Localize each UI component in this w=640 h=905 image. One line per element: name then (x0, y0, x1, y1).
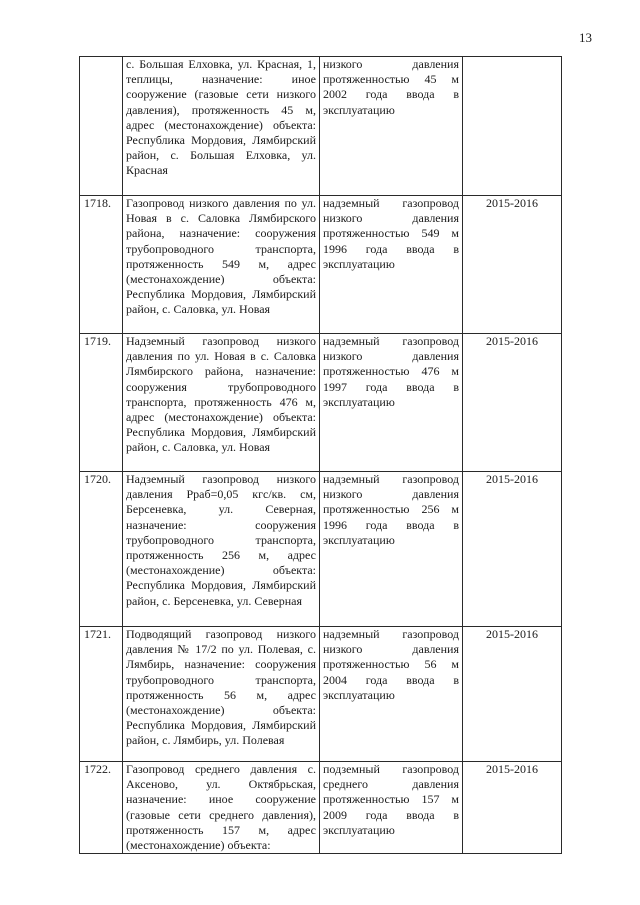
table-row (80, 762, 562, 854)
privatization-period: 2015-2016 (463, 627, 562, 762)
privatization-period: 2015-2016 (463, 334, 562, 472)
table-row (80, 472, 562, 627)
object-characteristics: низкого давления протяженностью 45 м 2002 года ввода в эксплуатацию (320, 57, 463, 196)
row-number: 1720. (80, 472, 123, 627)
object-description: Газопровод низкого давления по ул. Новая в с. Саловка Лямбирского района, назначение: сооружения трубопроводного транспорта, протяженность 549 м, адрес (местонахождение) объекта: Республика Мордовия, Лямбирский район, с. Саловка, ул. Новая (123, 196, 320, 334)
object-description: Газопровод среднего давления с. Аксеново, ул. Октябрьская, назначение: иное сооружение (газовые сети среднего давления), протяженность 157 м, адрес (местонахождение) объекта: (123, 762, 320, 854)
privatization-period: 2015-2016 (463, 472, 562, 627)
privatization-period: 2015-2016 (463, 196, 562, 334)
table-row (80, 627, 562, 762)
row-number (80, 57, 123, 196)
table-row (80, 334, 562, 472)
object-characteristics: надземный газопровод низкого давления протяженностью 256 м 1996 года ввода в эксплуатацию (320, 472, 463, 627)
object-characteristics: надземный газопровод низкого давления протяженностью 549 м 1996 года ввода в эксплуатацию (320, 196, 463, 334)
object-characteristics: подземный газопровод среднего давления протяженностью 157 м 2009 года ввода в эксплуатацию (320, 762, 463, 854)
object-description: Надземный газопровод низкого давления Рраб=0,05 кгс/кв. см, Берсеневка, ул. Северная, назначение: сооружения трубопроводного транспорта, протяженность 256 м, адрес (местонахождение) объекта: Республика Мордовия, Лямбирский район, с. Берсеневка, ул. Северная (123, 472, 320, 627)
table-row (80, 57, 562, 196)
object-description: Подводящий газопровод низкого давления № 17/2 по ул. Полевая, с. Лямбирь, назначение: сооружения трубопроводного транспорта, протяженность 56 м, адрес (местонахождение) объекта: Республика Мордовия, Лямбирский район, с. Лямбирь, ул. Полевая (123, 627, 320, 762)
page-number: 13 (579, 30, 592, 45)
row-number: 1721. (80, 627, 123, 762)
row-number: 1722. (80, 762, 123, 854)
property-table (79, 56, 562, 854)
row-number: 1719. (80, 334, 123, 472)
object-characteristics: надземный газопровод низкого давления протяженностью 476 м 1997 года ввода в эксплуатацию (320, 334, 463, 472)
object-characteristics: надземный газопровод низкого давления протяженностью 56 м 2004 года ввода в эксплуатацию (320, 627, 463, 762)
table-row (80, 196, 562, 334)
object-description: Надземный газопровод низкого давления по ул. Новая в с. Саловка Лямбирского района, назначение: сооружения трубопроводного транспорта, протяженность 476 м, адрес (местонахождение) объекта: Республика Мордовия, Лямбирский район, с. Саловка, ул. Новая (123, 334, 320, 472)
row-number: 1718. (80, 196, 123, 334)
privatization-period (463, 57, 562, 196)
object-description: с. Большая Елховка, ул. Красная, 1, теплицы, назначение: иное сооружение (газовые сети низкого давления), протяженность 45 м, адрес (местонахождение) объекта: Республика Мордовия, Лямбирский район, с. Большая Елховка, ул. Красная (123, 57, 320, 196)
privatization-period: 2015-2016 (463, 762, 562, 854)
